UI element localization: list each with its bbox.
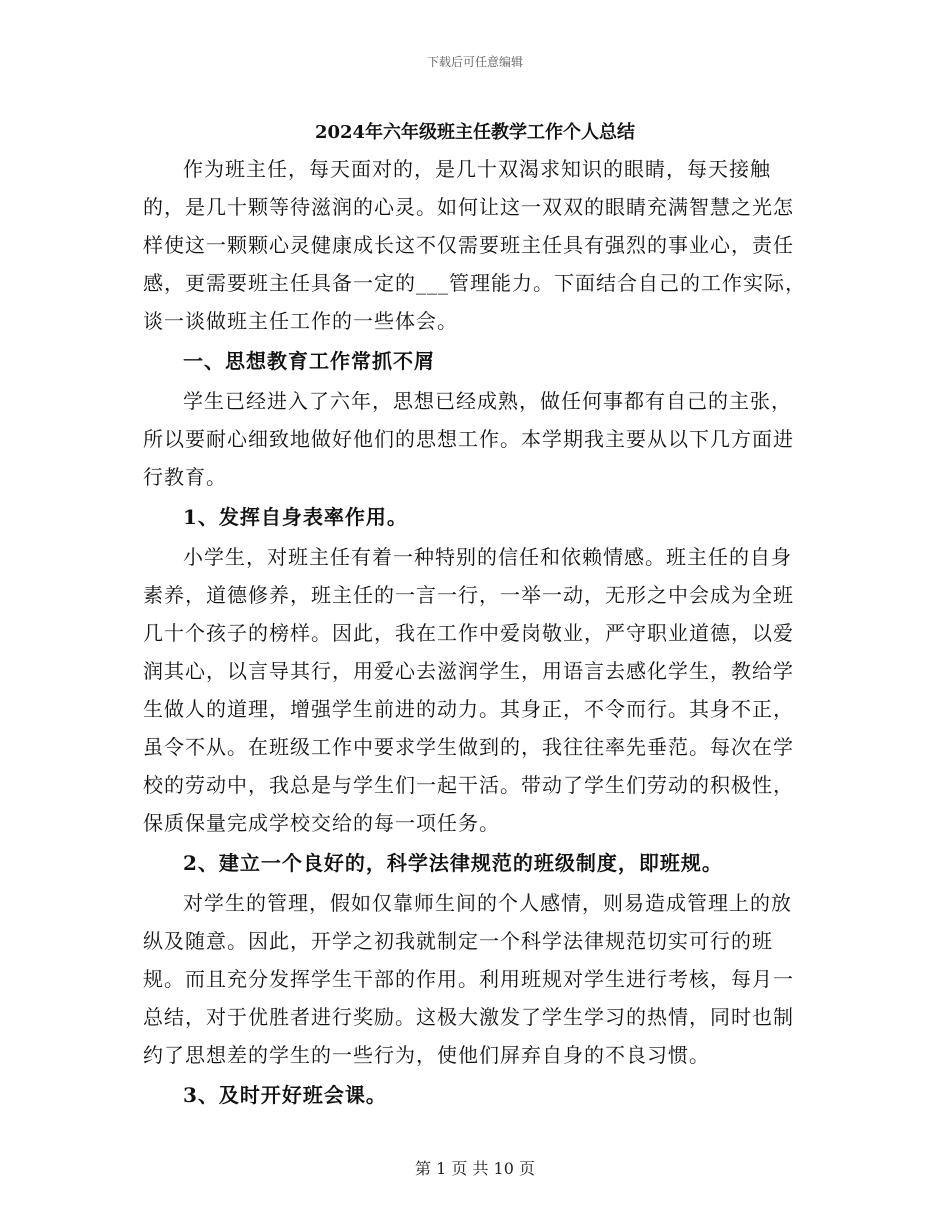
paragraph-role-model: 小学生，对班主任有着一种特别的信任和依赖情感。班主任的自身素养，道德修养，班主任的一言一行，一举一动，无形之中会成为全班几十个孩子的榜样。因此，我在工作中爱岗敬业，严守职业道德，以爱润其心，以言导其行，用爱心去滋润学生，用语言去感化学生，教给学生做人的道理，增强学生前进的动力。其身正，不令而行。其身不正，虽令不从。在班级工作中要求学生做到的，我往往率先垂范。每次在学校的劳动中，我总是与学生们一起干活。带动了学生们劳动的积极性，保质保量完成学校交给的每一项任务。 xyxy=(143,545,794,835)
subheading-3: 3、及时开好班会课。 xyxy=(183,1083,387,1107)
document-body xyxy=(143,150,808,1116)
document-title: 2024年六年级班主任教学工作个人总结 xyxy=(314,122,636,143)
subheading-1: 1、发挥自身表率作用。 xyxy=(183,505,408,529)
page-number: 第 1 页 共 10 页 xyxy=(415,1159,535,1178)
paragraph-intro: 作为班主任，每天面对的，是几十双渴求知识的眼睛，每天接触的，是几十颗等待滋润的心灵。如何让这一双双的眼睛充满智慧之光怎样使这一颗颗心灵健康成长这不仅需要班主任具有强烈的事业心，责任感，更需要班主任具备一定的___管理能力。下面结合自己的工作实际，谈一谈做班主任工作的一些体会。 xyxy=(143,157,806,333)
section-heading-1: 一、思想教育工作常抓不屑 xyxy=(183,349,435,373)
paragraph-class-rules: 对学生的管理，假如仅靠师生间的个人感情，则易造成管理上的放纵及随意。因此，开学之初我就制定一个科学法律规范切实可行的班规。而且充分发挥学生干部的作用。利用班规对学生进行考核，每月一总结，对于优胜者进行奖励。这极大激发了学生学习的热情，同时也制约了思想差的学生的一些行为，使他们屏弃自身的不良习惯。 xyxy=(143,891,794,1067)
page-header: 下载后可任意编辑 xyxy=(426,55,523,69)
subheading-2: 2、建立一个良好的，科学法律规范的班级制度，即班规。 xyxy=(183,851,723,875)
paragraph-section-1: 学生已经进入了六年，思想已经成熟，做任何事都有自己的主张，所以要耐心细致地做好他们的思想工作。本学期我主要从以下几方面进行教育。 xyxy=(143,389,794,489)
